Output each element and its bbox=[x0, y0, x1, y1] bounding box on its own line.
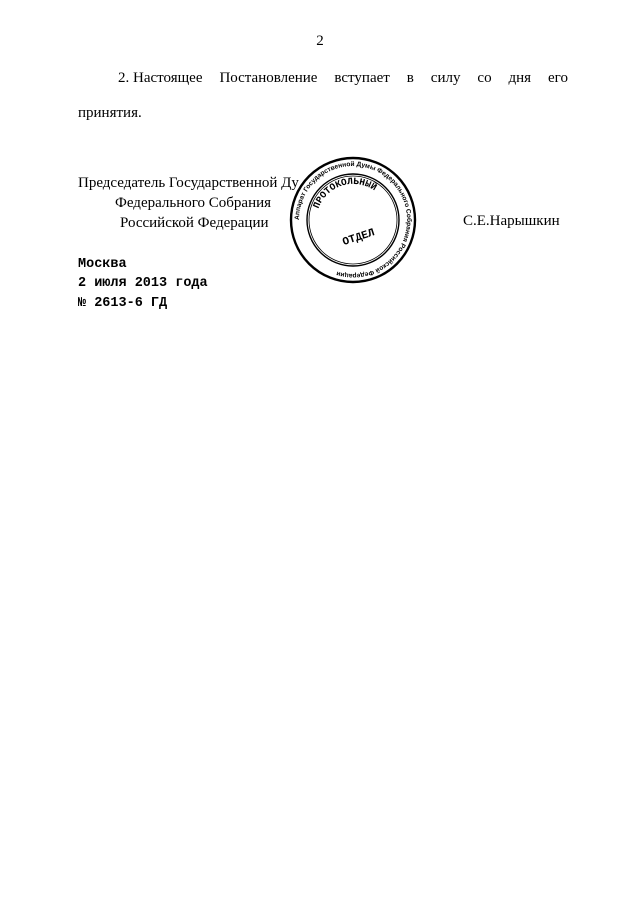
paragraph-word: со bbox=[477, 70, 492, 86]
signatory-title-line-1: Председатель Государственной Ду bbox=[78, 175, 299, 191]
paragraph-word: Постановление bbox=[219, 70, 318, 86]
paragraph-word: дня bbox=[508, 70, 532, 86]
paragraph-word: силу bbox=[430, 70, 461, 86]
official-stamp bbox=[288, 155, 418, 285]
paragraph-line-1 bbox=[118, 70, 568, 87]
page-number: 2 bbox=[316, 33, 324, 49]
stamp-center-text: ОТДЕЛ bbox=[341, 227, 377, 249]
paragraph-word: вступает bbox=[334, 70, 390, 86]
issue-date: 2 июля 2013 года bbox=[78, 276, 208, 291]
signer-name: С.Е.Нарышкин bbox=[463, 213, 560, 229]
paragraph-word: 2. Настоящее bbox=[118, 70, 203, 86]
paragraph-line-2: принятия. bbox=[78, 105, 142, 121]
paragraph-word: его bbox=[548, 70, 568, 86]
stamp-top-text: ПРОТОКОЛЬНЫЙ bbox=[310, 175, 379, 211]
signatory-title-line-3: Российской Федерации bbox=[120, 215, 269, 231]
stamp-outer-text: Аппарат Государственной Думы Федерального Собрания Российской Федерации bbox=[293, 160, 413, 280]
signatory-title-line-2: Федерального Собрания bbox=[115, 195, 272, 211]
issue-city: Москва bbox=[78, 257, 127, 272]
document-number: № 2613-6 ГД bbox=[78, 296, 168, 311]
paragraph-word: в bbox=[406, 70, 414, 86]
